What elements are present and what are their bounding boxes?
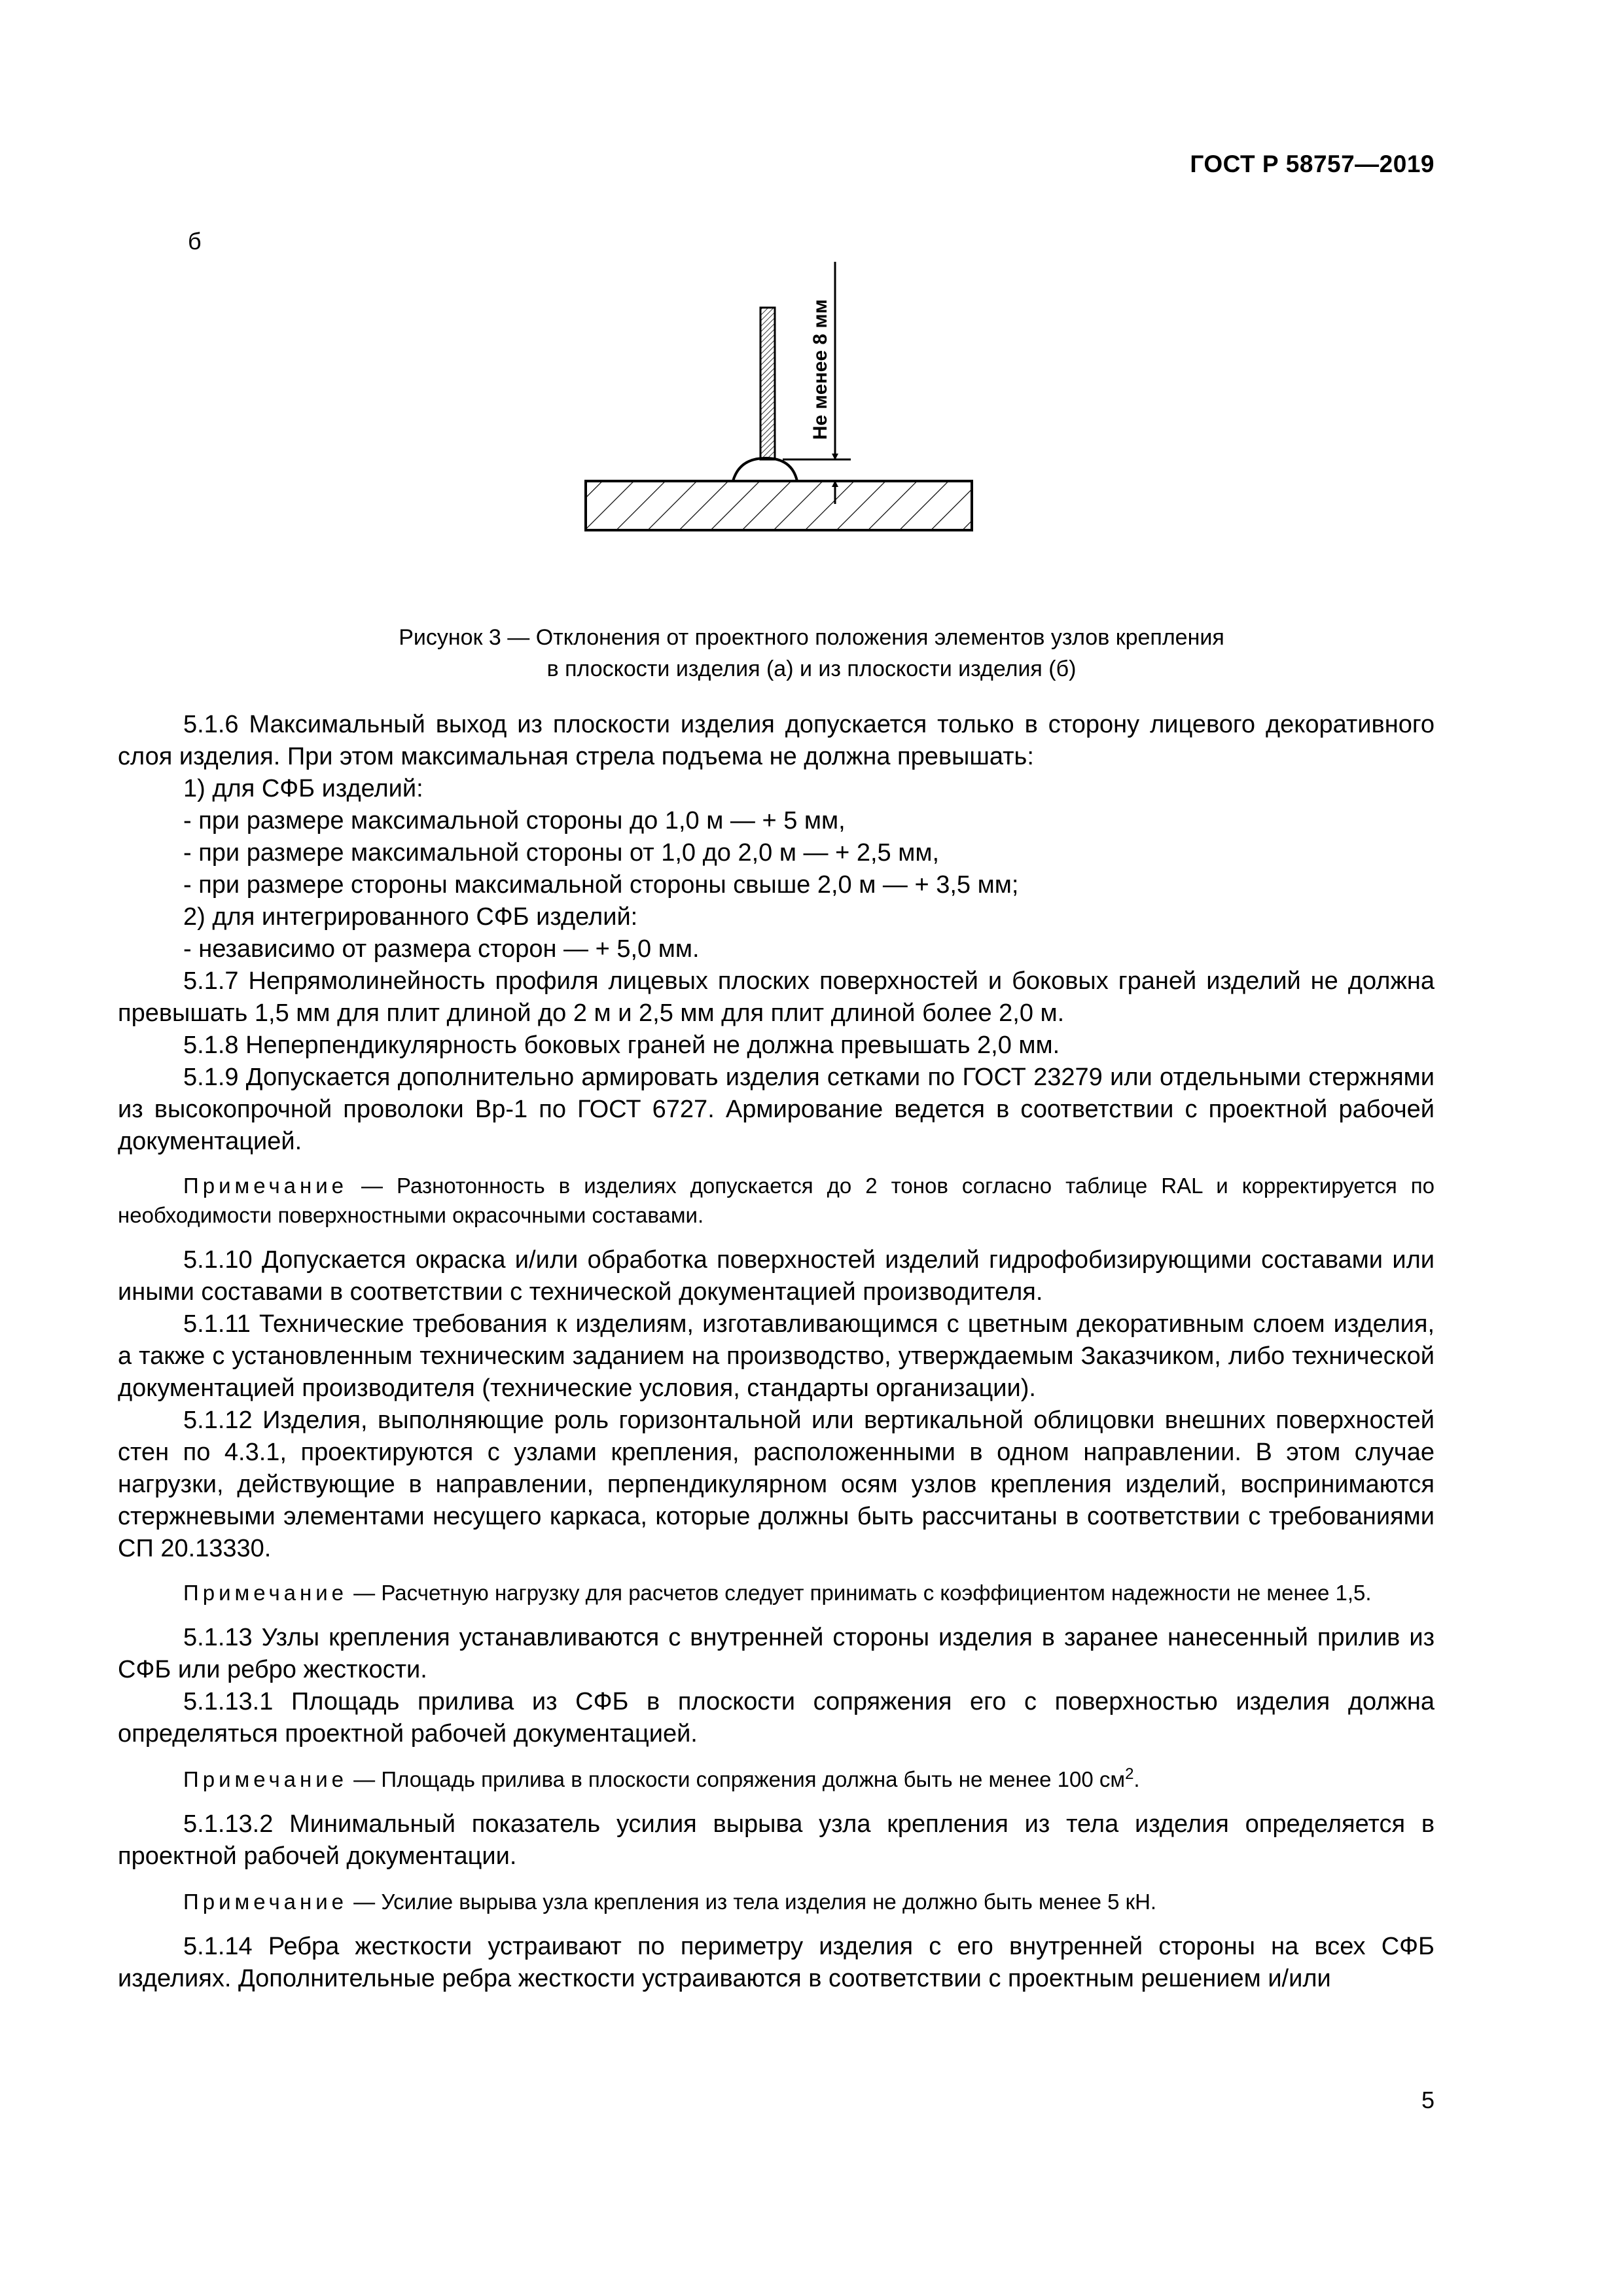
base-plate <box>586 481 972 530</box>
note-label: Примечание <box>183 1767 348 1791</box>
list-item: - при размере максимальной стороны до 1,0 м — + 5 мм, <box>183 807 846 834</box>
list-item: - при размере максимальной стороны от 1,0 до 2,0 м — + 2,5 мм, <box>183 839 940 867</box>
list-item: - при размере стороны максимальной стороны свыше 2,0 м — + 3,5 мм; <box>183 871 1019 899</box>
page-number: 5 <box>1421 2087 1435 2113</box>
weld-deviation-figure <box>576 255 982 556</box>
clause-5-1-11: 5.1.11 Технические требования к изделиям, изготавливающимся с цветным декоративным слоем изделия, а также с установленным техническим заданием на производство, утверждаемым Заказчиком, либо технической документацией производителя (технические условия, стандарты организации). <box>118 1310 1435 1402</box>
clause-5-1-6: 5.1.6 Максимальный выход из плоскости изделия допускается только в сторону лицевого декоративного слоя изделия. При этом максимальная стрела подъема не должна превышать: <box>118 711 1435 770</box>
note-1 <box>118 1171 1435 1230</box>
vertical-rib <box>760 308 775 459</box>
note-2 <box>118 1578 1435 1607</box>
clause-5-1-12: 5.1.12 Изделия, выполняющие роль горизонтальной или вертикальной облицовки внешних поверхностей стен по 4.3.1, проектируются с узлами крепления, расположенными в одном направлении. В этом случае нагрузки, действующие в направлении, перпендикулярном осям узлов крепления изделий, воспринимаются стержневыми элементами несущего каркаса, которые должны быть рассчитаны в соответствии с требованиями СП 20.13330. <box>118 1407 1435 1562</box>
note-text: — Разнотонность в изделиях допускается до 2 тонов согласно таблице RAL и корректируется по необходимости поверхностными окрасочными составами. <box>118 1174 1435 1227</box>
note-label: Примечание <box>183 1581 348 1605</box>
clause-5-1-8: 5.1.8 Неперпендикулярность боковых граней не должна превышать 2,0 мм. <box>183 1031 1060 1059</box>
weld-bead <box>733 458 797 481</box>
note-text-end: . <box>1133 1767 1140 1791</box>
note-text: — Усилие вырыва узла крепления из тела изделия не должно быть менее 5 кН. <box>348 1890 1157 1914</box>
superscript: 2 <box>1125 1765 1134 1783</box>
clause-5-1-7: 5.1.7 Непрямолинейность профиля лицевых плоских поверхностей и боковых граней изделий не должна превышать 1,5 мм для плит длиной до 2 м и 2,5 мм для плит длиной более 2,0 м. <box>118 967 1435 1027</box>
figure-letter: б <box>188 228 202 255</box>
note-3 <box>118 1765 1435 1794</box>
list-item: 1) для СФБ изделий: <box>183 775 423 802</box>
figure-caption-line-2: в плоскости изделия (а) и из плоскости изделия (б) <box>546 656 1077 681</box>
clause-5-1-10: 5.1.10 Допускается окраска и/или обработка поверхностей изделий гидрофобизирующими составами или иными составами в соответствии с технической документацией производителя. <box>118 1246 1435 1306</box>
document-body <box>118 709 1435 1995</box>
clause-5-1-13-2: 5.1.13.2 Минимальный показатель усилия вырыва узла крепления из тела изделия определяется в проектной рабочей документации. <box>118 1810 1435 1870</box>
clause-5-1-13: 5.1.13 Узлы крепления устанавливаются с внутренней стороны изделия в заранее нанесенный прилив из СФБ или ребро жесткости. <box>118 1624 1435 1683</box>
note-label: Примечание <box>183 1174 348 1198</box>
list-item: 2) для интегрированного СФБ изделий: <box>183 903 638 931</box>
clause-5-1-14: 5.1.14 Ребра жесткости устраивают по периметру изделия с его внутренней стороны на всех СФБ изделиях. Дополнительные ребра жесткости устраиваются в соответствии с проектным решением и/или <box>118 1933 1435 1992</box>
note-label: Примечание <box>183 1890 348 1914</box>
note-text: — Расчетную нагрузку для расчетов следует принимать с коэффициентом надежности не менее 1,5. <box>348 1581 1372 1605</box>
note-text: — Площадь прилива в плоскости сопряжения должна быть не менее 100 см <box>348 1767 1126 1791</box>
figure-caption <box>0 622 1623 685</box>
figure-caption-line-1: Рисунок 3 — Отклонения от проектного положения элементов узлов крепления <box>399 625 1224 650</box>
note-4 <box>118 1887 1435 1916</box>
document-code: ГОСТ Р 58757—2019 <box>1190 151 1435 177</box>
list-item: - независимо от размера сторон — + 5,0 мм. <box>183 935 700 963</box>
clause-5-1-9: 5.1.9 Допускается дополнительно армировать изделия сетками по ГОСТ 23279 или отдельными стержнями из высокопрочной проволоки Вр-1 по ГОСТ 6727. Армирование ведется в соответствии с проектной рабочей документацией. <box>118 1064 1435 1155</box>
dimension-label: Не менее 8 мм <box>810 299 831 440</box>
clause-5-1-13-1: 5.1.13.1 Площадь прилива из СФБ в плоскости сопряжения его с поверхностью изделия должна определяться проектной рабочей документацией. <box>118 1688 1435 1748</box>
